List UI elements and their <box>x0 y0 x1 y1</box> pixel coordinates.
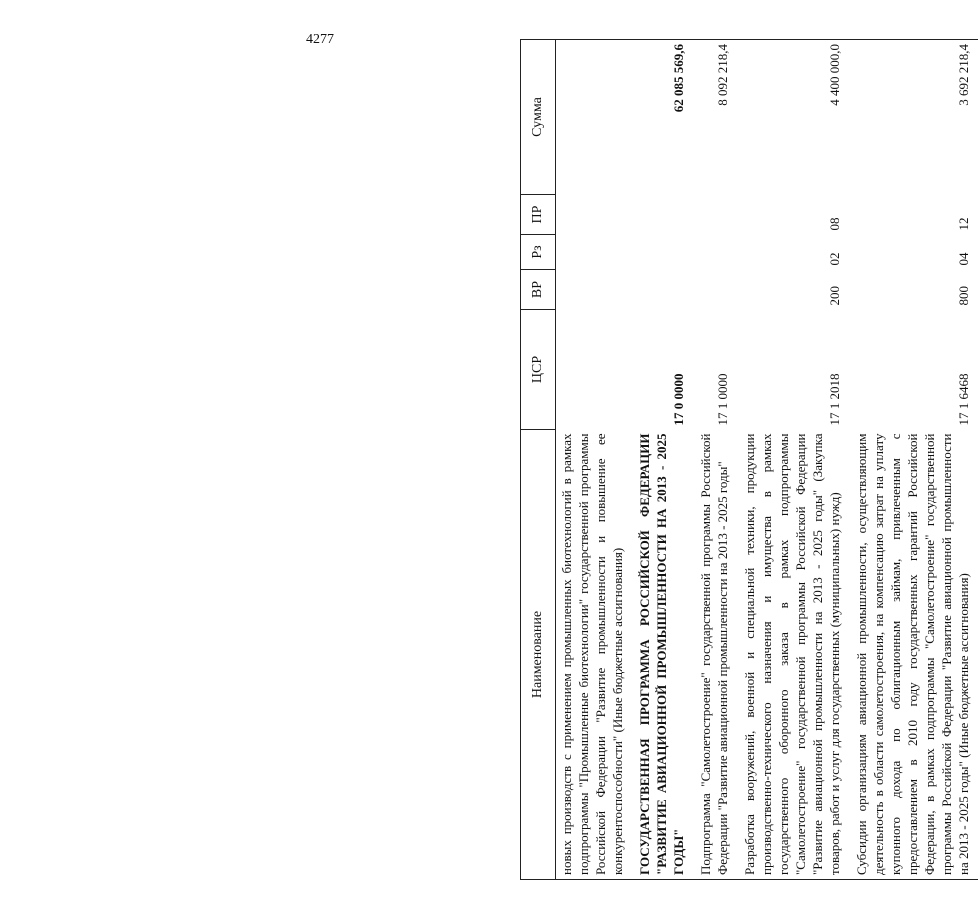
table-row <box>556 40 633 880</box>
page-number: 4277 <box>306 32 334 47</box>
header-sum: Сумма <box>521 40 556 195</box>
row-rz <box>632 235 693 270</box>
row-rz: 04 <box>956 252 971 266</box>
header-row <box>521 40 556 880</box>
row-csr: 17 0 0000 <box>671 373 686 426</box>
header-rz: Рз <box>521 235 556 270</box>
table-row <box>849 40 978 880</box>
row-sum: 62 085 569,6 <box>632 40 693 195</box>
table-row <box>693 40 737 880</box>
budget-table-rotated <box>520 40 971 880</box>
row-name: Разработка вооружений, военной и специальной техники, продукции производственно-технического назначения и имущества в рамках государственного оборонного заказа в рамках подпрограммы "Самолетостроение" государственной программы Российской Федерации "Развитие авиационной промышленности на 2013 - 2025 годы" (Закупка товаров, работ и услуг для государственных (муниципальных) нужд) <box>737 430 849 880</box>
row-sum <box>556 40 633 195</box>
row-name: новых производств с применением промышленных биотехнологий в рамках подпрограммы "Промышленные биотехнологии" государственной программы Российской Федерации "Развитие промышленности и повышение ее конкурентоспособности" (Иные бюджетные ассигнования) <box>556 430 633 880</box>
row-csr <box>556 310 633 430</box>
row-pr: 12 <box>956 217 971 231</box>
row-vr <box>632 270 693 310</box>
row-name: ГОСУДАРСТВЕННАЯ ПРОГРАММА РОССИЙСКОЙ ФЕДЕРАЦИИ "РАЗВИТИЕ АВИАЦИОННОЙ ПРОМЫШЛЕННОСТИ НА 2013 - 2025 ГОДЫ" <box>632 430 693 880</box>
row-pr <box>693 195 737 235</box>
table-row <box>737 40 849 880</box>
header-csr: ЦСР <box>521 310 556 430</box>
row-sum: 4 400 000,0 <box>737 40 849 195</box>
row-name: Субсидии организациям авиационной промышленности, осуществляющим деятельность в области самолетостроения, на компенсацию затрат на уплату купонного дохода по облигационным займам, привлеченным с предоставлением в 2010 году государственных гарантий Российской Федерации, в рамках подпрограммы "Самолетостроение" государственной программы Российской Федерации "Развитие авиационной промышленности на 2013 - 2025 годы" (Иные бюджетные ассигнования) <box>849 430 978 880</box>
row-rz <box>693 235 737 270</box>
row-sum: 8 092 218,4 <box>693 40 737 195</box>
row-vr <box>693 270 737 310</box>
row-vr: 800 <box>956 286 971 306</box>
row-sum: 3 692 218,4 <box>849 40 978 195</box>
row-csr: 17 1 2018 <box>827 373 842 426</box>
budget-table <box>520 39 978 880</box>
table-row <box>632 40 693 880</box>
row-pr <box>556 195 633 235</box>
row-rz: 02 <box>827 252 842 266</box>
row-rz <box>556 235 633 270</box>
header-pr: ПР <box>521 195 556 235</box>
row-csr: 17 1 0000 <box>715 373 730 426</box>
row-vr <box>556 270 633 310</box>
row-vr: 200 <box>827 286 842 306</box>
row-pr <box>632 195 693 235</box>
row-pr: 08 <box>827 217 842 231</box>
header-vr: ВР <box>521 270 556 310</box>
header-name: Наименование <box>521 430 556 880</box>
row-csr: 17 1 6468 <box>956 373 971 426</box>
row-name: Подпрограмма "Самолетостроение" государственной программы Российской Федерации "Развитие авиационной промышленности на 2013 - 2025 годы" <box>693 430 737 880</box>
